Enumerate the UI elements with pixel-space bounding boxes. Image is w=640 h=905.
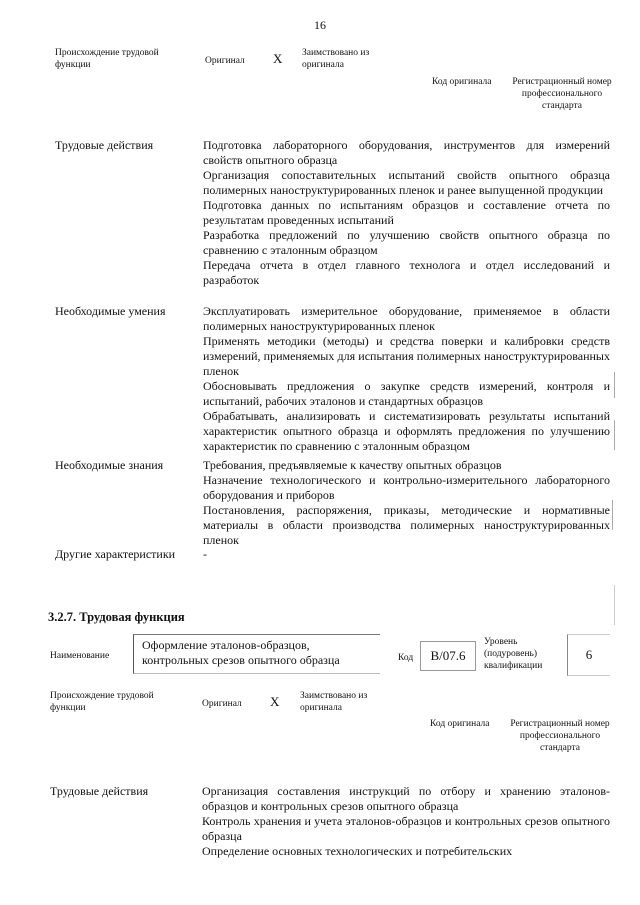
list-item: Постановления, распоряжения, приказы, методические и нормативные материалы в области производства полимерных наноструктурированных пленок — [203, 503, 610, 547]
origin-code-original-2: Код оригинала — [430, 719, 490, 729]
origin-label: Происхождение трудовой функции — [55, 48, 159, 70]
row-label-other: Другие характеристики — [55, 547, 176, 561]
list-item: Подготовка данных по испытаниям образцов и составление отчета по результатам проведенных испытаний — [203, 198, 610, 227]
section-title: 3.2.7. Трудовая функция — [48, 610, 185, 624]
scan-rule — [614, 585, 615, 625]
code-value: В/07.6 — [430, 648, 466, 663]
scan-rule — [614, 420, 615, 450]
knowledge-list — [203, 458, 610, 548]
level-box — [567, 634, 610, 676]
origin-mark-2: X — [270, 694, 280, 709]
scan-rule — [612, 500, 613, 530]
list-item: Обосновывать предложения о закупке средств измерений, контроля и испытаний, рабочих эталонов и стандартных образцов — [203, 379, 610, 408]
code-label: Код — [398, 653, 414, 663]
function-name-value: Оформление эталонов-образцов, контрольных срезов опытного образца — [142, 638, 340, 667]
row-label-labor-actions-2: Трудовые действия — [50, 784, 149, 798]
origin-code-original: Код оригинала — [432, 77, 492, 87]
page-number: 16 — [314, 18, 326, 32]
list-item: Подготовка лабораторного оборудования, инструментов для измерений свойств опытного образца — [203, 138, 610, 167]
list-item: Контроль хранения и учета эталонов-образцов и контрольных срезов опытного образца — [202, 814, 610, 843]
list-item: Определение основных технологических и потребительских — [202, 844, 513, 858]
origin-borrowed-2: Заимствовано из оригинала — [300, 691, 368, 713]
list-item: Организация составления инструкций по отбору и хранению эталонов-образцов и контрольных срезов опытного образца — [202, 784, 610, 813]
level-label: Уровень (подуровень) квалификации — [484, 637, 543, 671]
labor-actions-list — [203, 138, 610, 288]
list-item: - — [203, 547, 207, 561]
list-item: Передача отчета в отдел главного технолога и отдел исследований и разработок — [203, 258, 610, 287]
origin-borrowed: Заимствовано из оригинала — [302, 48, 370, 70]
list-item: Применять методики (методы) и средства поверки и калибровки средств измерений, применяемых для испытания полимерных наноструктурированных пленок — [203, 334, 610, 378]
origin-original-2: Оригинал — [202, 699, 242, 709]
row-label-skills: Необходимые умения — [55, 304, 166, 318]
list-item: Организация сопоставительных испытаний свойств опытного образца полимерных наноструктурированных пленок и ранее выпущенной продукции — [203, 168, 610, 197]
origin-reg-number: Регистрационный номер профессионального стандарта — [512, 77, 612, 111]
list-item: Требования, предъявляемые к качеству опытных образцов — [203, 458, 502, 472]
list-item: Разработка предложений по улучшению свойств опытного образца по сравнению с эталонным образцом — [203, 228, 610, 257]
row-label-knowledge: Необходимые знания — [55, 458, 164, 472]
origin-mark: X — [273, 51, 283, 66]
row-label-labor-actions: Трудовые действия — [55, 138, 154, 152]
scan-rule — [614, 372, 615, 398]
list-item: Эксплуатировать измерительное оборудование, применяемое в области полимерных наноструктурированных пленок — [203, 304, 610, 333]
origin-label-2: Происхождение трудовой функции — [50, 691, 154, 713]
function-name-box — [133, 634, 380, 674]
other-list — [203, 547, 610, 562]
labor-actions-list-2 — [202, 784, 610, 859]
code-box — [420, 641, 476, 671]
origin-reg-number-2: Регистрационный номер профессионального стандарта — [510, 719, 610, 753]
name-label: Наименование — [50, 651, 110, 661]
level-value: 6 — [585, 647, 593, 662]
list-item: Обрабатывать, анализировать и систематизировать результаты испытаний характеристик опытного образца и оформлять предложения по улучшению характеристик по сравнению с эталонным образцом — [203, 409, 610, 453]
list-item: Назначение технологического и контрольно-измерительного лабораторного оборудования и приборов — [203, 473, 610, 502]
origin-original: Оригинал — [205, 56, 245, 66]
skills-list — [203, 304, 610, 454]
